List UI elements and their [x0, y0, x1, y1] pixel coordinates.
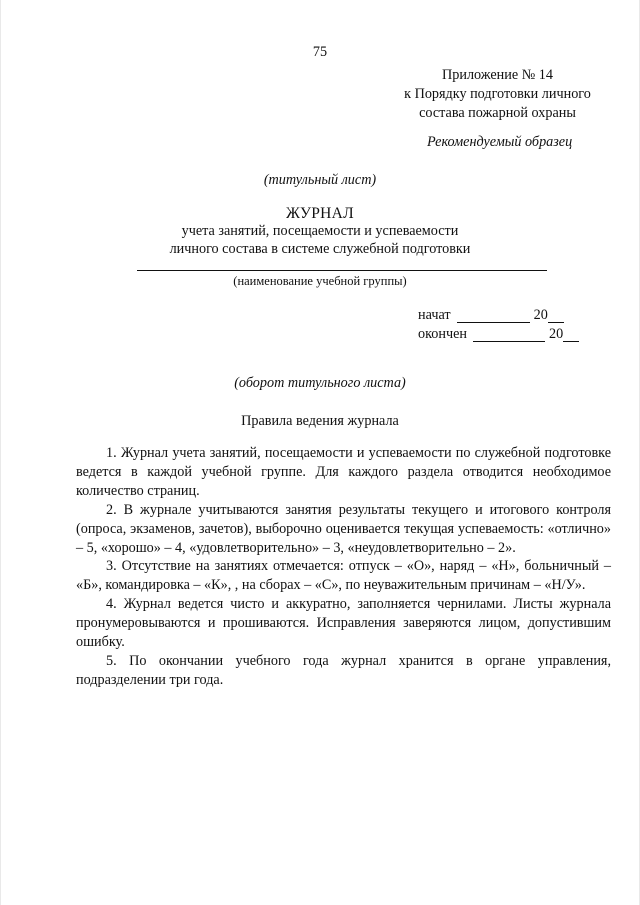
rule-item-2: 2. В журнале учитываются занятия результаты текущего и итогового контроля (опроса, экзаменов, зачетов), выборочно оценивается текущая успеваемость: «отлично» – 5, «хорошо» – 4, «удовлетворительно» – 3, «неудовлетворительно – 2».	[76, 501, 611, 556]
end-year-blank	[563, 328, 579, 342]
journal-title: ЖУРНАЛ	[286, 205, 354, 222]
appendix-line-3: состава пожарной охраны	[419, 105, 576, 121]
rules-title: Правила ведения журнала	[241, 413, 399, 429]
journal-subtitle-line-1: учета занятий, посещаемости и успеваемости	[181, 223, 459, 239]
page-number: 75	[312, 44, 328, 60]
start-year-blank	[548, 309, 564, 323]
end-year-prefix: 20	[548, 326, 564, 342]
title-sheet-label: (титульный лист)	[263, 172, 377, 188]
reverse-side-label: (оборот титульного листа)	[234, 375, 406, 391]
dates-block	[418, 306, 598, 344]
start-date-label: начат	[418, 307, 451, 323]
appendix-block	[400, 66, 595, 123]
end-date-blank	[473, 328, 545, 342]
rule-item-4: 4. Журнал ведется чисто и аккуратно, заполняется чернилами. Листы журнала пронумеровываются и прошиваются. Исправления заверяются лицом, допустившим ошибку.	[76, 596, 611, 651]
rules-list	[76, 444, 611, 690]
journal-subtitle-line-2: личного состава в системе служебной подготовки	[169, 241, 471, 257]
start-date-blank	[457, 309, 530, 323]
end-date-label: окончен	[418, 326, 467, 342]
rule-item-5: 5. По окончании учебного года журнал хранится в органе управления, подразделении три года.	[76, 652, 611, 688]
group-name-blank-line	[137, 270, 547, 271]
rule-item-3: 3. Отсутствие на занятиях отмечается: отпуск – «О», наряд – «Н», больничный – «Б», командировка – «К», , на сборах – «С», по неуважительным причинам – «Н/У».	[76, 558, 611, 594]
group-name-caption: (наименование учебной группы)	[233, 274, 407, 288]
start-date-row	[418, 306, 598, 325]
rule-item-1: 1. Журнал учета занятий, посещаемости и успеваемости по служебной подготовке ведется в каждой учебной группе. Для каждого раздела отводится необходимое количество страниц.	[76, 445, 611, 499]
start-year-prefix: 20	[533, 307, 548, 323]
end-date-row	[418, 325, 598, 344]
sample-label: Рекомендуемый образец	[427, 134, 573, 150]
appendix-line-1: Приложение № 14	[442, 67, 553, 83]
appendix-line-2: к Порядку подготовки личного	[404, 86, 591, 102]
